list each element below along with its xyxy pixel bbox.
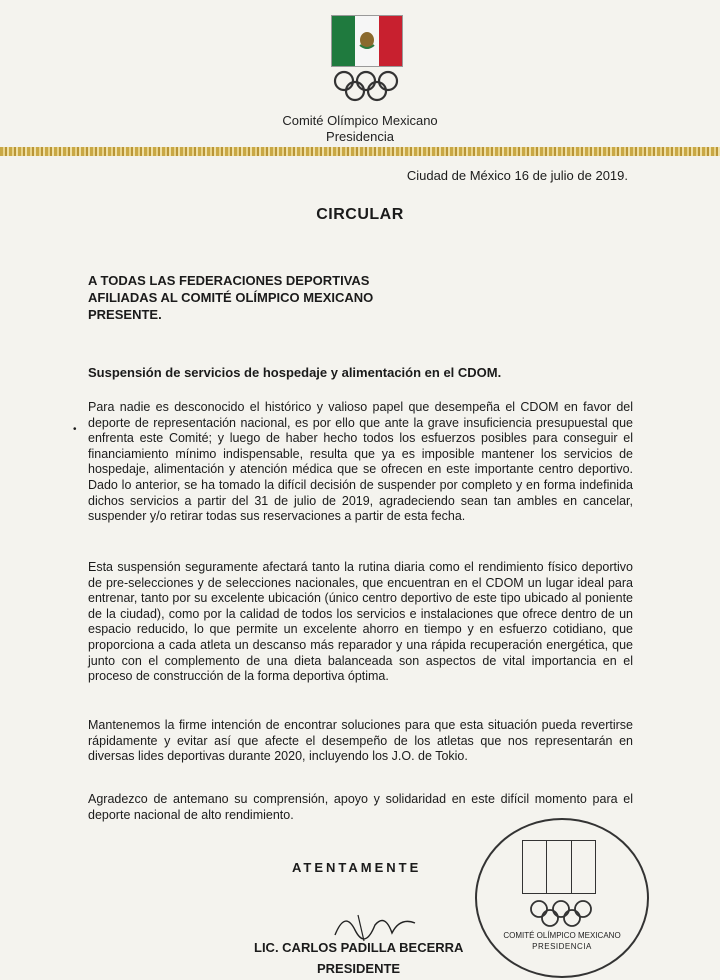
closing-salutation: ATENTAMENTE bbox=[292, 860, 422, 875]
organization-name: Comité Olímpico Mexicano bbox=[282, 113, 438, 128]
gold-divider bbox=[0, 147, 720, 156]
addressee-line: PRESENTE. bbox=[88, 307, 162, 322]
signatory-role: PRESIDENTE bbox=[317, 961, 401, 976]
addressee-line: AFILIADAS AL COMITÉ OLÍMPICO MEXICANO bbox=[88, 290, 374, 305]
mexican-flag-logo bbox=[331, 15, 403, 67]
body-paragraph-2: Esta suspensión seguramente afectará tanto la rutina diaria como el rendimiento físico deportivo de pre-selecciones y de selecciones nacionales, que encuentran en el CDOM un lugar ideal para entrenar, tanto por su excelente ubicación (único centro deportivo de este tipo ubicado al poniente de la ciudad), como por la calidad de todos los servicios e instalaciones que ofrece dentro de un espacio reducido, lo que permite un excelente ahorro en tiempo y en esfuerzo cotidiano, que proporciona a cada atleta un descanso más reparador y una rápida recuperación energética, que junto con el complemento de una dieta balanceada son aspectos de vital importancia en el proceso de construcción de la forma deportiva óptima. bbox=[88, 560, 633, 684]
subject-line: Suspensión de servicios de hospedaje y alimentación en el CDOM. bbox=[88, 365, 502, 380]
letter-date: Ciudad de México 16 de julio de 2019. bbox=[406, 168, 628, 183]
flag-white-band bbox=[355, 16, 378, 66]
flag-green-band bbox=[332, 16, 355, 66]
body-paragraph-4: Agradezco de antemano su comprensión, apoyo y solidaridad en este difícil momento para el deporte nacional de alto rendimiento. bbox=[88, 792, 633, 822]
handwritten-signature-icon bbox=[330, 905, 420, 945]
body-paragraph-3: Mantenemos la firme intención de encontrar soluciones para que esta situación pueda revertirse rápidamente y evitar así que afecte el desempeño de los atletas que nos representarán en diversas lides deportivas durante 2020, incluyendo los J.O. de Tokio. bbox=[88, 718, 633, 764]
seal-flag-icon bbox=[522, 840, 596, 894]
signatory-name: LIC. CARLOS PADILLA BECERRA bbox=[254, 940, 464, 955]
margin-dot-icon: • bbox=[73, 424, 77, 435]
eagle-emblem-icon bbox=[356, 29, 378, 51]
official-stamp-seal bbox=[475, 818, 649, 978]
organization-office: Presidencia bbox=[326, 129, 394, 144]
addressee-line: A TODAS LAS FEDERACIONES DEPORTIVAS bbox=[88, 273, 370, 288]
document-title: CIRCULAR bbox=[316, 206, 404, 223]
seal-olympic-rings-icon bbox=[528, 899, 594, 929]
addressee-block bbox=[88, 272, 373, 323]
seal-text-office: PRESIDENCIA bbox=[532, 942, 592, 951]
olympic-rings-icon bbox=[333, 70, 399, 104]
seal-text-organization: COMITÉ OLÍMPICO MEXICANO bbox=[503, 931, 621, 940]
flag-red-band bbox=[379, 16, 402, 66]
body-paragraph-1: Para nadie es desconocido el histórico y valioso papel que desempeña el CDOM en favor del deporte de representación nacional, es por ello que ante la grave insuficiencia presupuestal que enfrenta este Comité; y luego de haber hecho todos los esfuerzos posibles para conseguir el financiamiento mínimo indispensable, resulta que ya es imposible mantener los servicios de hospedaje, alimentación y atención médica que se ofrecen en este importante centro deportivo. Dado lo anterior, se ha tomado la difícil decisión de suspender por completo y en forma indefinida dichos servicios a partir del 31 de julio de 2019, agradeciendo sean tan ambles en cancelar, suspender y/o retirar todas sus reservaciones a partir de esta fecha. bbox=[88, 400, 633, 524]
